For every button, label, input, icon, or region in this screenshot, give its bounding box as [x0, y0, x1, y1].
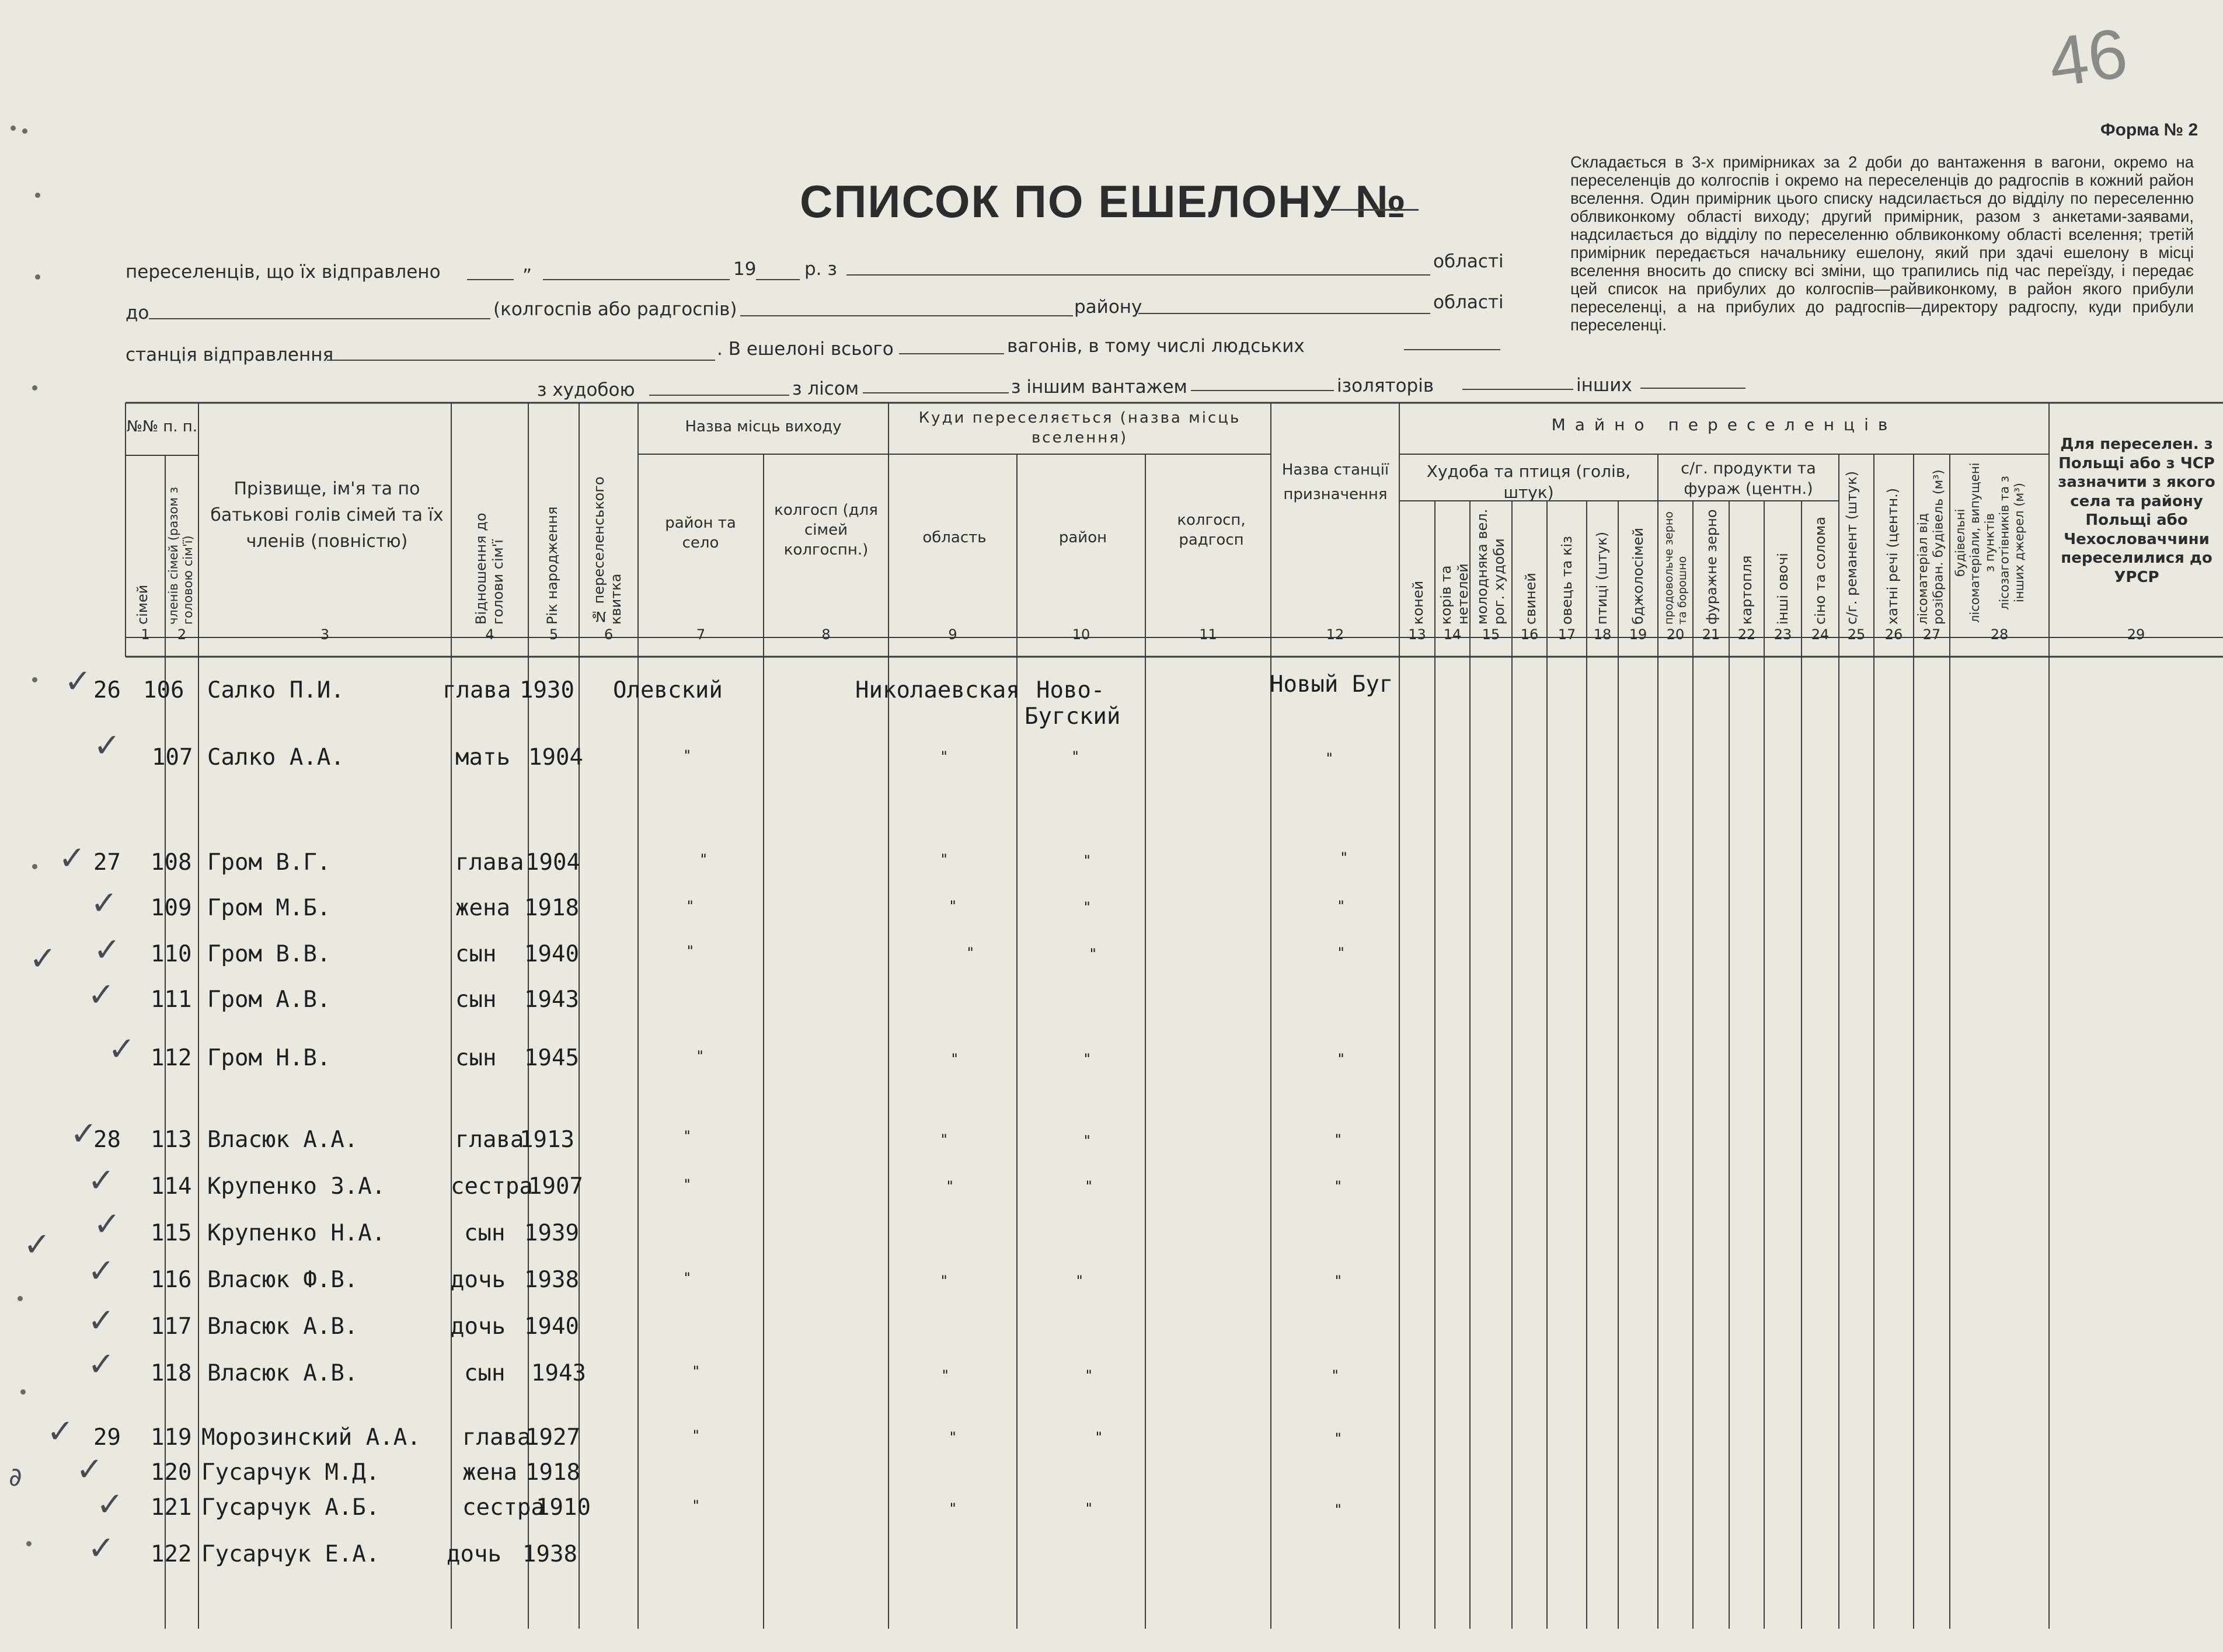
col-birth-year: Рік народження — [544, 506, 560, 625]
row-station: " — [1337, 1051, 1346, 1067]
row-name: Салко П.И. — [207, 677, 344, 703]
row-village: " — [683, 1176, 692, 1193]
col-number: 15 — [1482, 626, 1500, 643]
row-oblast: " — [941, 1367, 950, 1383]
header-line1-quote: „ — [522, 255, 532, 276]
row-village: " — [683, 747, 692, 764]
check-mark-icon: ✓ — [93, 1205, 121, 1243]
row-year: 1918 — [525, 1459, 580, 1486]
col-horses: коней — [1410, 580, 1426, 625]
row-num: 111 — [151, 987, 192, 1013]
col-livestock-group: Худоба та птиця (голів, штук) — [1426, 462, 1631, 503]
col-relation: Відношення до голови сім'ї — [473, 513, 506, 625]
col-dep-village: район та село — [665, 514, 736, 552]
check-mark-icon: ✓ — [64, 663, 92, 700]
col-number: 8 — [821, 626, 831, 643]
row-oblast: Николаевская — [855, 677, 1020, 703]
check-mark-icon: ✓ — [96, 1486, 124, 1524]
row-village: " — [692, 1427, 701, 1444]
row-num: 117 — [151, 1313, 192, 1340]
row-rel: сын — [455, 1045, 497, 1071]
row-year: 1938 — [522, 1541, 577, 1567]
row-village: " — [692, 1363, 701, 1379]
row-year: 1927 — [525, 1424, 580, 1451]
row-name: Гусарчук М.Д. — [201, 1459, 380, 1486]
check-mark-icon: ✓ — [90, 884, 118, 922]
col-number: 3 — [320, 626, 330, 643]
header-line3-b: . В ешелоні всього — [717, 339, 894, 360]
hole-mark — [32, 385, 37, 391]
col-nn: №№ п. п. — [126, 418, 198, 435]
row-raion: " — [1085, 1367, 1093, 1383]
row-name: Гром Н.В. — [207, 1045, 331, 1071]
row-name: Власюк А.А. — [207, 1127, 358, 1153]
row-year: 1904 — [528, 744, 583, 771]
col-number: 25 — [1847, 626, 1866, 643]
row-rel: сын — [455, 941, 497, 967]
col-veg: інші овочі — [1775, 553, 1791, 625]
row-name: Гром В.В. — [207, 941, 331, 967]
row-rel: глава — [442, 677, 511, 703]
header-line4-b: з лісом — [792, 378, 859, 399]
row-rel: глава — [462, 1424, 531, 1451]
col-number: 7 — [696, 626, 706, 643]
col-departure-group: Назва місць виходу — [685, 418, 842, 435]
row-raion: " — [1083, 1051, 1092, 1067]
hole-mark — [18, 1296, 23, 1301]
col-number: 26 — [1884, 626, 1903, 643]
row-village: " — [683, 1270, 692, 1286]
row-rel: сын — [455, 987, 497, 1013]
col-families: сімей — [134, 584, 151, 625]
col-dep-kolhosp: колгосп (для сімей колгоспн.) — [774, 501, 878, 559]
row-year: 1943 — [524, 987, 579, 1013]
row-rel: глава — [455, 1127, 524, 1153]
check-mark-icon: ✓ — [88, 1252, 115, 1290]
header-line2-c: району — [1074, 297, 1142, 318]
col-number: 20 — [1666, 626, 1685, 643]
row-oblast: " — [940, 1131, 949, 1148]
check-mark-icon: ✓ — [70, 1115, 97, 1153]
row-raion: " — [1089, 946, 1097, 962]
row-name: Морозинский А.А. — [201, 1424, 421, 1451]
row-raion: Ново- — [1036, 677, 1105, 703]
col-number: 29 — [2127, 626, 2145, 643]
hole-mark — [32, 677, 37, 682]
row-raion: " — [1085, 1178, 1093, 1194]
row-num: 121 — [151, 1494, 192, 1521]
row-rel: сестра — [462, 1494, 545, 1521]
row-rel: жена — [455, 895, 510, 921]
hole-mark — [35, 274, 40, 280]
col-members: членів сімей (разом з головою сім'ї) — [166, 487, 196, 625]
col-number: 4 — [485, 626, 494, 643]
header-line2-b: (колгоспів або радгоспів) — [493, 299, 737, 320]
row-rel: дочь — [451, 1313, 506, 1340]
row-station: " — [1340, 849, 1349, 866]
row-village: " — [683, 1128, 692, 1144]
row-station: " — [1334, 1501, 1343, 1518]
row-name: Власюк А.В. — [207, 1360, 358, 1386]
row-num: 114 — [151, 1173, 192, 1200]
col-household: хатні речі (центн.) — [1884, 487, 1901, 625]
row-num: 116 — [151, 1267, 192, 1293]
check-mark-icon: ✓ — [108, 1030, 135, 1068]
col-number: 27 — [1922, 626, 1941, 643]
row-raion: " — [1075, 1273, 1084, 1289]
col-equipment: с/г. реманент (штук) — [1844, 470, 1860, 625]
header-line4-d: ізоляторів — [1337, 375, 1434, 396]
row-year: 1918 — [524, 895, 579, 921]
col-number: 12 — [1326, 626, 1344, 643]
header-line4-c: з іншим вантажем — [1011, 377, 1187, 398]
row-num: 120 — [151, 1459, 192, 1486]
col-number: 6 — [604, 626, 614, 643]
row-raion: " — [1083, 852, 1092, 869]
col-number: 16 — [1520, 626, 1539, 643]
row-year: 1945 — [524, 1045, 579, 1071]
row-station: " — [1331, 1367, 1340, 1383]
row-station: " — [1334, 1273, 1343, 1289]
hole-mark — [22, 128, 27, 134]
col-fodder-grain: фуражне зерно — [1703, 509, 1720, 625]
row-num: 118 — [151, 1360, 192, 1386]
row-raion: " — [1071, 748, 1080, 765]
row-year: 1907 — [528, 1173, 583, 1200]
check-mark-icon: ✓ — [93, 931, 121, 969]
row-name: Крупенко З.А. — [207, 1173, 386, 1200]
col-number: 18 — [1593, 626, 1612, 643]
row-name: Власюк Ф.В. — [207, 1267, 358, 1293]
col-dest-raion: район — [1058, 529, 1107, 546]
row-year: 1938 — [524, 1267, 579, 1293]
col-number: 19 — [1629, 626, 1647, 643]
row-rel: сын — [464, 1220, 506, 1246]
row-year: 1904 — [525, 849, 580, 876]
row-fam: 26 — [93, 677, 121, 703]
row-year: 1940 — [524, 941, 579, 967]
form-label: Форма № 2 — [2100, 120, 2198, 140]
col-number: 24 — [1811, 626, 1830, 643]
row-village: " — [686, 943, 695, 959]
hole-mark — [35, 193, 40, 198]
col-produce-group: с/г. продукти та фураж (центн.) — [1681, 459, 1816, 499]
row-year: 1910 — [536, 1494, 591, 1521]
row-village: " — [699, 851, 708, 867]
row-year: 1939 — [524, 1220, 579, 1246]
page-number: 46 — [2044, 13, 2133, 102]
check-mark-icon: ✓ — [29, 940, 57, 978]
header-line4-a: з худобою — [537, 379, 635, 400]
header-line3-c: вагонів, в тому числі людських — [1007, 336, 1305, 357]
col-cows: корів та нетелей — [1438, 563, 1471, 625]
row-station: " — [1337, 945, 1346, 961]
row-oblast: " — [940, 748, 949, 765]
col-number: 2 — [177, 626, 187, 643]
header-line1-c: р. з — [804, 259, 837, 280]
scribble-icon: ∂ — [9, 1462, 22, 1492]
col-number: 11 — [1199, 626, 1217, 643]
header-line3-a: станція відправлення — [126, 344, 334, 365]
col-dest-oblast: область — [922, 529, 987, 546]
row-raion: " — [1083, 1132, 1092, 1149]
hole-mark — [20, 1389, 26, 1395]
col-number: 14 — [1443, 626, 1462, 643]
row-oblast: " — [949, 1500, 957, 1517]
col-number: 10 — [1072, 626, 1090, 643]
row-year: 1943 — [531, 1360, 586, 1386]
header-line1-a: переселенців, що їх відправлено — [126, 262, 441, 283]
row-station: " — [1334, 1131, 1343, 1148]
row-num: 122 — [151, 1541, 192, 1567]
row-station: " — [1325, 750, 1334, 766]
instructions-text: Складається в 3-х примірниках за 2 доби до вантаження в вагони, окремо на переселенців до колгоспів і окремо на переселенців до радгоспів в кожний район вселення. Один примірник цього списку надсилається до відділу по переселенню облвиконкому області виходу; другий примірник, разом з анкетами-заявами, надсилається до відділу по переселенню облвиконкому області вселення; третій примірник передається начальнику ешелону, який при здачі ешелону в місці вселення вносить до списку всі зміни, що трапились під час переїзду, і передає цей список на прибулих до колгоспів—райвиконкому, в район якого прибули переселенці, а на прибулих до радгоспів—директору радгоспу, куди прибули переселенці. — [1570, 153, 2194, 334]
check-mark-icon: ✓ — [88, 1346, 115, 1383]
header-line1-b: 19 — [733, 259, 757, 280]
check-mark-icon: ✓ — [23, 1226, 51, 1264]
check-mark-icon: ✓ — [88, 1162, 115, 1200]
row-num: 115 — [151, 1220, 192, 1246]
col-number: 28 — [1990, 626, 2009, 643]
col-number: 22 — [1737, 626, 1756, 643]
col-name: Прізвище, ім'я та по батькові голів сімей та їх членів (повністю) — [210, 479, 444, 552]
row-raion: " — [1095, 1429, 1103, 1445]
col-number: 1 — [141, 626, 150, 643]
header-line2-a: до — [126, 302, 149, 323]
col-dest-group: Куди переселяється (назва місць вселення) — [918, 409, 1241, 447]
row-station: " — [1337, 898, 1346, 914]
check-mark-icon: ✓ — [88, 1529, 115, 1567]
row-station: Новый Буг — [1270, 671, 1393, 698]
document-title: СПИСОК ПО ЕШЕЛОНУ № — [800, 176, 1407, 227]
row-num: 112 — [151, 1045, 192, 1071]
row-num: 108 — [151, 849, 192, 876]
row-village: " — [696, 1048, 705, 1064]
col-hay: сіно та солома — [1812, 517, 1828, 625]
header-line4-e: інших — [1576, 375, 1632, 396]
col-building: будівельні лісоматеріали, випущені з пунктів лісозаготівників та з інших джерел (м³) — [1953, 462, 2026, 623]
row-oblast: " — [940, 851, 949, 867]
hole-mark — [11, 126, 16, 131]
row-year: 1940 — [524, 1313, 579, 1340]
check-mark-icon: ✓ — [88, 976, 115, 1014]
row-name: Салко А.А. — [207, 744, 344, 771]
row-name: Гром В.Г. — [207, 849, 331, 876]
row-num: 109 — [151, 895, 192, 921]
col-bees: бджолосімей — [1630, 527, 1646, 625]
hole-mark — [26, 1541, 32, 1546]
row-name: Гром М.Б. — [207, 895, 331, 921]
row-year: 1913 — [520, 1127, 574, 1153]
row-num: 110 — [151, 941, 192, 967]
check-mark-icon: ✓ — [88, 1302, 115, 1340]
check-mark-icon: ✓ — [76, 1451, 103, 1489]
row-fam: 27 — [93, 849, 121, 876]
col-dest-kolhosp: колгосп, радгосп — [1177, 511, 1246, 549]
row-name: Крупенко Н.А. — [207, 1220, 386, 1246]
row-rel: жена — [462, 1459, 517, 1486]
row-village: " — [692, 1497, 701, 1514]
row-village: " — [686, 898, 695, 914]
col-number: 17 — [1558, 626, 1576, 643]
row-name: Гром А.В. — [207, 987, 331, 1013]
col-potato: картопля — [1738, 555, 1755, 625]
col-ticket: № переселенського квитка — [591, 476, 624, 625]
col-grain: продовольче зерно та борошно — [1663, 511, 1689, 625]
row-rel: дочь — [451, 1267, 506, 1293]
row-oblast: " — [946, 1178, 954, 1194]
col-number: 23 — [1773, 626, 1792, 643]
row-oblast: " — [949, 1429, 957, 1445]
row-num: 106 — [143, 677, 184, 703]
row-num: 113 — [151, 1127, 192, 1153]
col-number: 5 — [549, 626, 559, 643]
header-line1-d: області — [1433, 251, 1504, 272]
row-raion: " — [1083, 899, 1092, 915]
col-timber: лісоматеріал від розібран. будівель (м³) — [1916, 469, 1946, 625]
col-birds: птиці (штук) — [1594, 531, 1610, 625]
row-num: 107 — [152, 744, 193, 771]
row-fam: 28 — [93, 1127, 121, 1153]
row-oblast: " — [940, 1273, 949, 1289]
check-mark-icon: ✓ — [47, 1413, 74, 1451]
row-rel: дочь — [447, 1541, 501, 1567]
col-number: 13 — [1408, 626, 1426, 643]
col-sheep: овець та кіз — [1559, 536, 1575, 625]
hole-mark — [32, 864, 37, 869]
col-property-group: Майно переселенців — [1551, 415, 1897, 434]
row-village: Олевский — [613, 677, 723, 703]
row-rel: мать — [455, 744, 510, 771]
row-rel: глава — [455, 849, 524, 876]
row-name: Власюк А.В. — [207, 1313, 358, 1340]
row-name: Гусарчук Е.А. — [201, 1541, 380, 1567]
row-num: 119 — [151, 1424, 192, 1451]
row-raion-2: Бугский — [1025, 703, 1121, 730]
row-raion: " — [1085, 1500, 1093, 1517]
row-fam: 29 — [93, 1424, 121, 1451]
row-rel: сестра — [451, 1173, 533, 1200]
row-year: 1930 — [520, 677, 574, 703]
col-number: 9 — [948, 626, 957, 643]
col-pigs: свиней — [1522, 573, 1539, 625]
row-oblast: " — [950, 1051, 959, 1067]
check-mark-icon: ✓ — [93, 727, 121, 765]
col-station: Назва станції призначення — [1281, 461, 1389, 503]
row-rel: сын — [464, 1360, 506, 1386]
row-name: Гусарчук А.Б. — [201, 1494, 380, 1521]
col-young: молодняка вел. рог. худоби — [1474, 508, 1507, 625]
row-station: " — [1334, 1430, 1343, 1447]
check-mark-icon: ✓ — [58, 839, 86, 877]
header-line2-d: області — [1433, 292, 1504, 313]
col-poland: Для переселен. з Польщі або з ЧСР зазначити з якого села та району Польщі або Чехословаччини переселилися до УРСР — [2058, 435, 2215, 586]
row-oblast: " — [966, 945, 975, 961]
row-station: " — [1334, 1178, 1343, 1194]
row-oblast: " — [949, 898, 957, 914]
col-number: 21 — [1702, 626, 1720, 643]
